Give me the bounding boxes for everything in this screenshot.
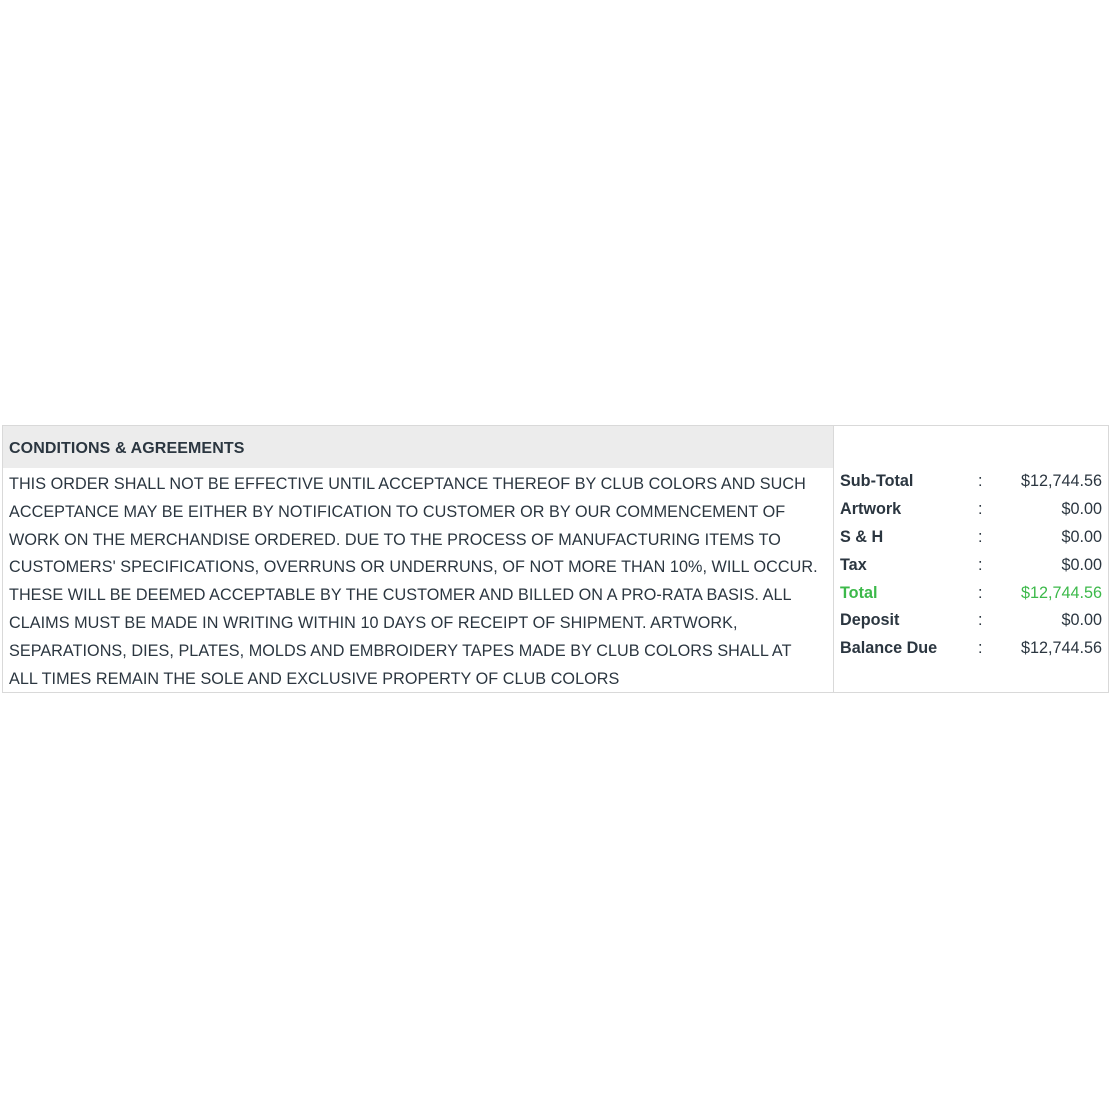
totals-row-balance-due xyxy=(840,635,1102,663)
separator: : xyxy=(978,472,983,491)
totals-row-tax xyxy=(840,551,1102,579)
tax-value: $0.00 xyxy=(1061,555,1102,574)
totals-row-subtotal xyxy=(840,468,1102,496)
total-value: $12,744.56 xyxy=(1020,583,1102,602)
separator: : xyxy=(978,611,983,630)
artwork-label: Artwork xyxy=(840,500,902,519)
conditions-text: THIS ORDER SHALL NOT BE EFFECTIVE UNTIL ACCEPTANCE THEREOF BY CLUB COLORS AND SUCH ACCEPTANCE MAY BE EITHER BY NOTIFICATION TO CUSTOMER OR BY OUR COMMENCEMENT OF WORK ON THE MERCHANDISE ORDERED. DUE TO THE PROCESS OF MANUFACTURING ITEMS TO CUSTOMERS' SPECIFICATIONS, OVERRUNS OR UNDERRUNS, OF NOT MORE THAN 10%, WILL OCCUR. THESE WILL BE DEEMED ACCEPTABLE BY THE CUSTOMER AND BILLED ON A PRO-RATA BASIS. ALL CLAIMS MUST BE MADE IN WRITING WITHIN 10 DAYS OF RECEIPT OF SHIPMENT. ARTWORK, SEPARATIONS, DIES, PLATES, MOLDS AND EMBROIDERY TAPES MADE BY CLUB COLORS SHALL AT ALL TIMES REMAIN THE SOLE AND EXCLUSIVE PROPERTY OF CLUB COLORS xyxy=(9,475,818,688)
totals-section xyxy=(834,426,1108,692)
artwork-value: $0.00 xyxy=(1061,500,1102,519)
separator: : xyxy=(978,527,983,546)
subtotal-value: $12,744.56 xyxy=(1020,472,1102,491)
deposit-label: Deposit xyxy=(840,611,900,630)
shipping-value: $0.00 xyxy=(1061,527,1102,546)
total-label: Total xyxy=(840,583,878,602)
separator: : xyxy=(978,583,983,602)
totals-row-deposit xyxy=(840,607,1102,635)
separator: : xyxy=(978,500,983,519)
totals-row-shipping xyxy=(840,524,1102,552)
deposit-value: $0.00 xyxy=(1061,611,1102,630)
separator: : xyxy=(978,555,983,574)
subtotal-label: Sub-Total xyxy=(840,472,914,491)
separator: : xyxy=(978,639,983,658)
tax-label: Tax xyxy=(840,555,867,574)
totals-row-total xyxy=(840,579,1102,607)
totals-row-artwork xyxy=(840,496,1102,524)
balance-due-label: Balance Due xyxy=(840,639,938,658)
balance-due-value: $12,744.56 xyxy=(1020,639,1102,658)
order-summary-panel xyxy=(2,425,1109,693)
conditions-section xyxy=(3,426,834,692)
shipping-label: S & H xyxy=(840,527,884,546)
conditions-title: CONDITIONS & AGREEMENTS xyxy=(3,426,833,468)
